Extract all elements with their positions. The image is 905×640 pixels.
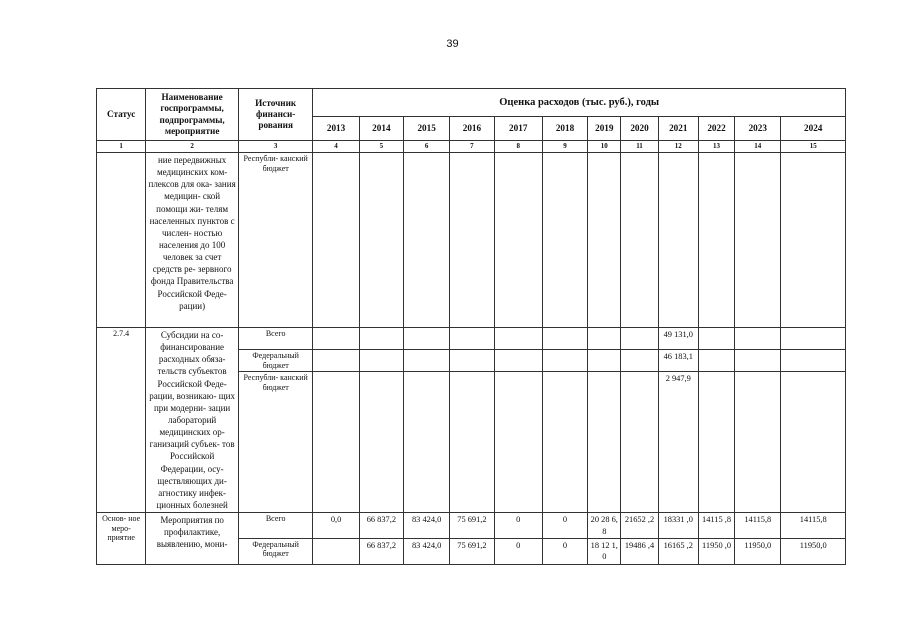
value-cell: 11950,0 bbox=[735, 538, 781, 564]
year-header: 2023 bbox=[735, 117, 781, 141]
status-code: 2.7.4 bbox=[97, 328, 146, 513]
header-name: Наименование госпрограммы, подпрограммы, мероприятие bbox=[146, 89, 239, 141]
value-cell: 0,0 bbox=[313, 513, 359, 539]
value-cell: 21652 ,2 bbox=[621, 513, 658, 539]
year-header: 2019 bbox=[588, 117, 621, 141]
funding-source: Федеральный бюджет bbox=[238, 350, 312, 372]
column-number: 5 bbox=[359, 141, 403, 153]
value-cell: 11950 ,0 bbox=[698, 538, 734, 564]
column-number: 10 bbox=[588, 141, 621, 153]
value-cell: 16165 ,2 bbox=[658, 538, 698, 564]
column-number: 9 bbox=[542, 141, 587, 153]
measure-name: Субсидии на со- финансирование расходных обяза- тельств субъектов Российской Феде- рации, возникаю- щих при модерни- зации лабораторий медицинских ор- ганизаций субъек- тов Российской Федерации, осу- ществляющих ди- агностику инфек- ционных болезней bbox=[146, 328, 239, 513]
column-number: 7 bbox=[450, 141, 494, 153]
measure-name: ние передвижных медицинских ком- плексов для ока- зания медицин- ской помощи жи- телям населенных пунктов с числен- ностью населения до 100 человек за счет средств ре- зервного фонда Правительства Российской Феде- рации) bbox=[146, 153, 239, 328]
status-code: Основ- ное меро- приятие bbox=[97, 513, 146, 564]
year-header: 2024 bbox=[781, 117, 846, 141]
value-cell: 66 837,2 bbox=[359, 538, 403, 564]
year-header: 2021 bbox=[658, 117, 698, 141]
funding-source: Всего bbox=[238, 328, 312, 350]
year-header: 2018 bbox=[542, 117, 587, 141]
expenditure-table bbox=[96, 88, 846, 565]
table-row bbox=[97, 328, 846, 350]
value-cell: 18331 ,0 bbox=[658, 513, 698, 539]
funding-source: Всего bbox=[238, 513, 312, 539]
column-number: 6 bbox=[403, 141, 449, 153]
year-header: 2016 bbox=[450, 117, 494, 141]
value-cell: 14115 ,8 bbox=[698, 513, 734, 539]
column-number: 12 bbox=[658, 141, 698, 153]
page-number: 39 bbox=[446, 38, 459, 50]
table-row bbox=[97, 153, 846, 328]
column-number: 14 bbox=[735, 141, 781, 153]
year-header: 2017 bbox=[494, 117, 542, 141]
value-cell: 11950,0 bbox=[781, 538, 846, 564]
value-cell: 0 bbox=[542, 538, 587, 564]
funding-source: Федеральный бюджет bbox=[238, 538, 312, 564]
year-header: 2022 bbox=[698, 117, 734, 141]
year-header: 2013 bbox=[313, 117, 359, 141]
value-cell: 18 12 1,0 bbox=[588, 538, 621, 564]
column-number: 8 bbox=[494, 141, 542, 153]
header-source: Источник финанси- рования bbox=[238, 89, 312, 141]
value-cell: 2 947,9 bbox=[658, 372, 698, 513]
value-cell: 0 bbox=[494, 538, 542, 564]
header-estimate: Оценка расходов (тыс. руб.), годы bbox=[313, 89, 846, 117]
year-header: 2015 bbox=[403, 117, 449, 141]
value-cell: 66 837,2 bbox=[359, 513, 403, 539]
value-cell: 20 28 6,8 bbox=[588, 513, 621, 539]
value-cell: 14115,8 bbox=[781, 513, 846, 539]
value-cell: 75 691,2 bbox=[450, 538, 494, 564]
status-cell bbox=[97, 153, 146, 328]
value-cell: 14115,8 bbox=[735, 513, 781, 539]
value-cell: 75 691,2 bbox=[450, 513, 494, 539]
measure-name: Мероприятия по профилактике, выявлению, мони- bbox=[146, 513, 239, 564]
value-cell: 0 bbox=[542, 513, 587, 539]
header-status: Статус bbox=[97, 89, 146, 141]
funding-source: Республи- канский бюджет bbox=[238, 153, 312, 328]
column-number: 1 bbox=[97, 141, 146, 153]
column-number: 11 bbox=[621, 141, 658, 153]
column-number: 15 bbox=[781, 141, 846, 153]
year-header: 2020 bbox=[621, 117, 658, 141]
table-row bbox=[97, 513, 846, 539]
value-cell: 19486 ,4 bbox=[621, 538, 658, 564]
column-number: 3 bbox=[238, 141, 312, 153]
year-header: 2014 bbox=[359, 117, 403, 141]
column-number: 4 bbox=[313, 141, 359, 153]
funding-source: Республи- канский бюджет bbox=[238, 372, 312, 513]
value-cell: 83 424,0 bbox=[403, 538, 449, 564]
value-cell: 0 bbox=[494, 513, 542, 539]
value-cell: 49 131,0 bbox=[658, 328, 698, 350]
column-number: 2 bbox=[146, 141, 239, 153]
value-cell: 46 183,1 bbox=[658, 350, 698, 372]
value-cell bbox=[313, 538, 359, 564]
value-cell: 83 424,0 bbox=[403, 513, 449, 539]
column-number: 13 bbox=[698, 141, 734, 153]
